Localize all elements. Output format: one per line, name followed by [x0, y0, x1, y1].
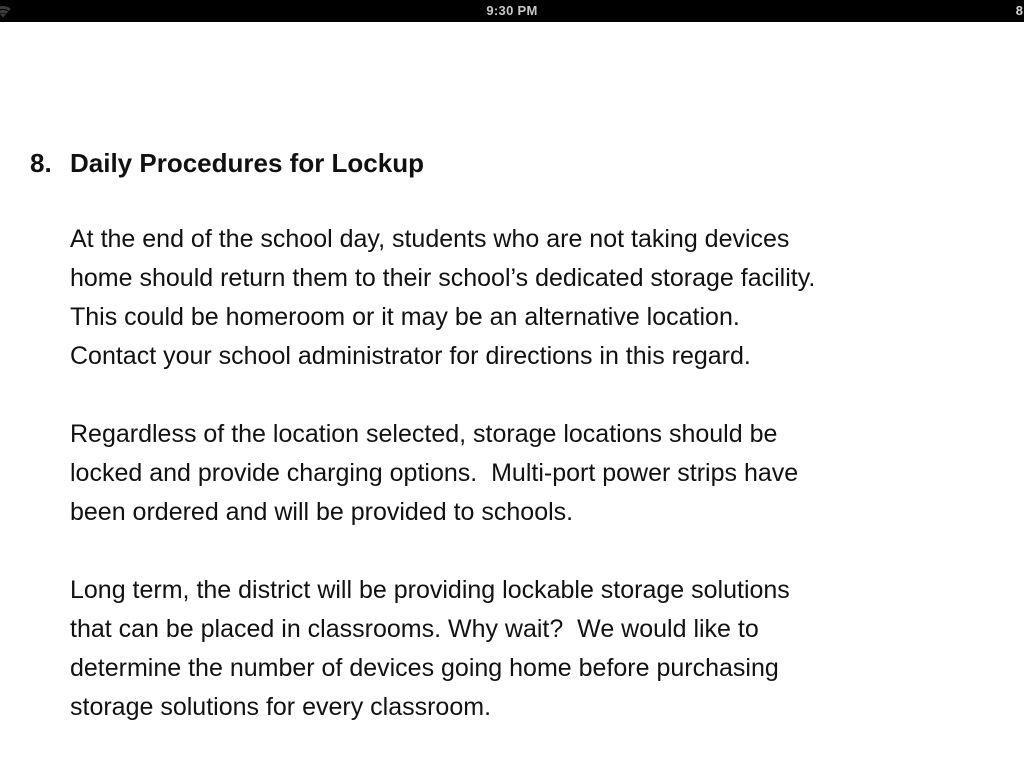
- text-line: At the end of the school day, students who are not taking devices: [70, 225, 790, 253]
- text-line: been ordered and will be provided to schools.: [70, 498, 574, 526]
- section-title: Daily Procedures for Lockup: [70, 148, 424, 178]
- paragraph-3: [70, 571, 984, 727]
- paragraph-2: [70, 415, 984, 532]
- paragraph-1: [70, 220, 984, 376]
- text-line: determine the number of devices going home before purchasing: [70, 654, 779, 682]
- section-heading: [30, 144, 984, 183]
- text-line: Long term, the district will be providing lockable storage solutions: [70, 576, 790, 604]
- text-line: locked and provide charging options. Multi-port power strips have: [70, 459, 799, 487]
- status-bar: [0, 0, 1024, 22]
- text-line: This could be homeroom or it may be an alternative location.: [70, 303, 740, 331]
- text-line: home should return them to their school’s dedicated storage facility.: [70, 264, 816, 292]
- status-bar-clock: 9:30 PM: [486, 3, 538, 18]
- document-page: [0, 22, 1024, 727]
- section-number: 8.: [30, 148, 52, 178]
- status-bar-battery-text: 8: [1015, 3, 1023, 18]
- text-line: Regardless of the location selected, storage locations should be: [70, 420, 778, 448]
- text-line: that can be placed in classrooms. Why wait? We would like to: [70, 615, 759, 643]
- text-line: storage solutions for every classroom.: [70, 693, 492, 721]
- text-line: Contact your school administrator for directions in this regard.: [70, 342, 751, 370]
- document-body: [70, 220, 984, 727]
